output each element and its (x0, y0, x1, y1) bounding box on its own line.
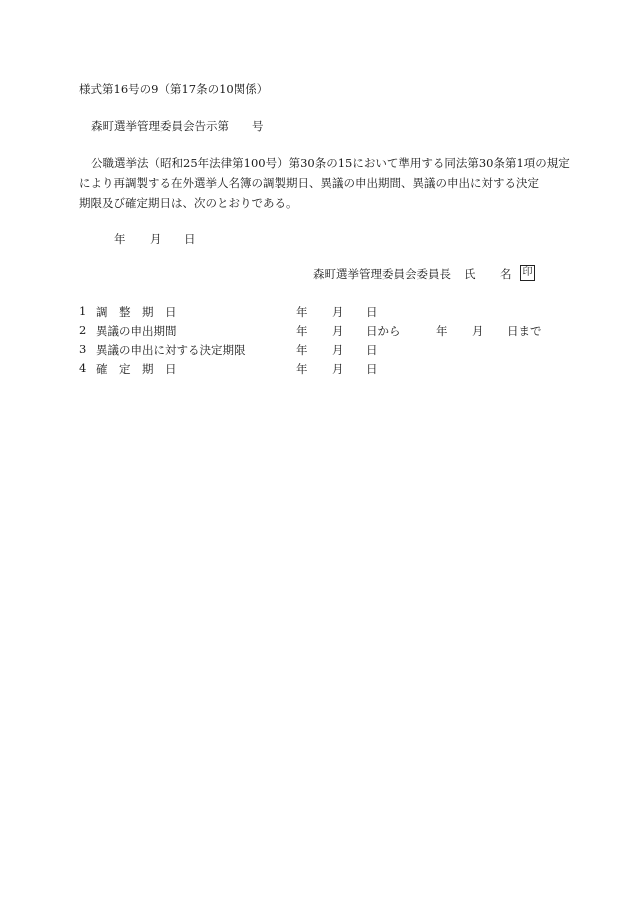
item-month: 月 (332, 343, 344, 357)
item-label: 異議の申出期間 (96, 324, 177, 338)
body-text-line-3: 期限及び確定期日は、次のとおりである。 (79, 196, 298, 210)
item-label: 確 定 期 日 (96, 362, 177, 376)
item-month-end: 月 (472, 324, 484, 338)
item-number: 2 (79, 323, 87, 337)
item-number: 4 (79, 361, 87, 375)
item-day: 日 (366, 343, 378, 357)
body-text-line-1: 公職選挙法（昭和25年法律第100号）第30条の15において準用する同法第30条第1項の規定 (91, 156, 570, 170)
item-number: 1 (79, 304, 87, 318)
item-label: 調 整 期 日 (96, 305, 177, 319)
date-day: 日 (184, 232, 196, 246)
body-text-line-2: により再調製する在外選挙人名簿の調製期日、異議の申出期間、異議の申出に対する決定 (79, 176, 539, 190)
item-month: 月 (332, 305, 344, 319)
item-year-end: 年 (436, 324, 448, 338)
item-day-until: 日まで (507, 324, 542, 338)
item-day: 日 (366, 305, 378, 319)
item-label: 異議の申出に対する決定期限 (96, 343, 246, 357)
date-month: 月 (150, 232, 162, 246)
signer-mei: 名 (500, 267, 512, 281)
notice-title: 森町選挙管理委員会告示第 号 (91, 119, 264, 133)
signer-title: 森町選挙管理委員会委員長 (313, 267, 451, 281)
seal-mark: 印 (520, 265, 535, 281)
item-day-from: 日から (366, 324, 401, 338)
item-year: 年 (296, 362, 308, 376)
item-year: 年 (296, 343, 308, 357)
item-month: 月 (332, 362, 344, 376)
signer-shi: 氏 (464, 267, 476, 281)
item-year: 年 (296, 305, 308, 319)
item-day: 日 (366, 362, 378, 376)
item-month: 月 (332, 324, 344, 338)
item-year: 年 (296, 324, 308, 338)
date-year: 年 (114, 232, 126, 246)
item-number: 3 (79, 342, 87, 356)
form-number: 様式第16号の9（第17条の10関係） (79, 82, 269, 96)
